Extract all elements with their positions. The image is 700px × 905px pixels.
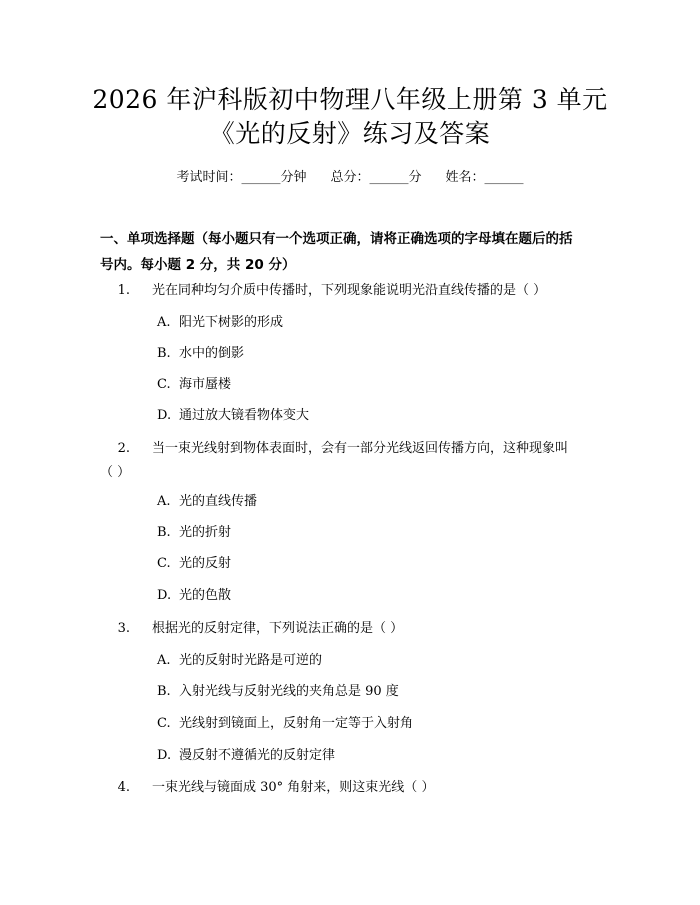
question-2-option-d: D. 光的色散 bbox=[157, 588, 232, 603]
question-text: 光在同种均匀介质中传播时，下列现象能说明光沿直线传播的是（ ） bbox=[152, 283, 547, 298]
question-text: 一束光线与镜面成 30° 角射来，则这束光线（ ） bbox=[152, 780, 435, 795]
question-2-continuation: （ ） bbox=[100, 465, 131, 480]
question-3-option-b: B. 入射光线与反射光线的夹角总是 90 度 bbox=[157, 684, 399, 699]
question-1-option-a: A. 阳光下树影的形成 bbox=[157, 315, 284, 330]
question-text: 根据光的反射定律，下列说法正确的是（ ） bbox=[152, 621, 404, 636]
document-title-line-2: 《光的反射》练习及答案 bbox=[209, 119, 491, 148]
section-heading-line-2: 号内。每小题 2 分，共 20 分） bbox=[100, 257, 296, 273]
document-title-line-1: 2026 年沪科版初中物理八年级上册第 3 单元 bbox=[92, 85, 608, 114]
question-3-option-a: A. 光的反射时光路是可逆的 bbox=[157, 653, 323, 668]
section-heading-line-1: 一、单项选择题（每小题只有一个选项正确，请将正确选项的字母填在题后的括 bbox=[100, 231, 573, 247]
exam-time: 考试时间：______分钟 bbox=[176, 170, 307, 185]
question-3 bbox=[100, 617, 600, 641]
question-2-option-b: B. 光的折射 bbox=[157, 525, 232, 540]
question-text: 当一束光线射到物体表面时，会有一部分光线返回传播方向，这种现象叫 bbox=[152, 441, 569, 456]
question-2-option-c: C. 光的反射 bbox=[157, 556, 232, 571]
question-4 bbox=[100, 776, 600, 800]
question-2 bbox=[100, 437, 600, 461]
question-2-option-a: A. 光的直线传播 bbox=[157, 494, 258, 509]
question-1-option-b: B. 水中的倒影 bbox=[157, 346, 245, 361]
question-number: 2. bbox=[117, 441, 130, 456]
question-number: 1. bbox=[117, 283, 130, 298]
question-3-option-d: D. 漫反射不遵循光的反射定律 bbox=[157, 748, 336, 763]
student-name: 姓名：______ bbox=[445, 170, 524, 185]
total-score: 总分：______分 bbox=[330, 170, 422, 185]
question-3-option-c: C. 光线射到镜面上，反射角一定等于入射角 bbox=[157, 716, 414, 731]
question-1-option-c: C. 海市蜃楼 bbox=[157, 377, 232, 392]
question-number: 4. bbox=[117, 780, 130, 795]
question-1-option-d: D. 通过放大镜看物体变大 bbox=[157, 408, 310, 423]
exam-info bbox=[0, 168, 700, 188]
question-1 bbox=[100, 279, 600, 303]
question-number: 3. bbox=[117, 621, 130, 636]
